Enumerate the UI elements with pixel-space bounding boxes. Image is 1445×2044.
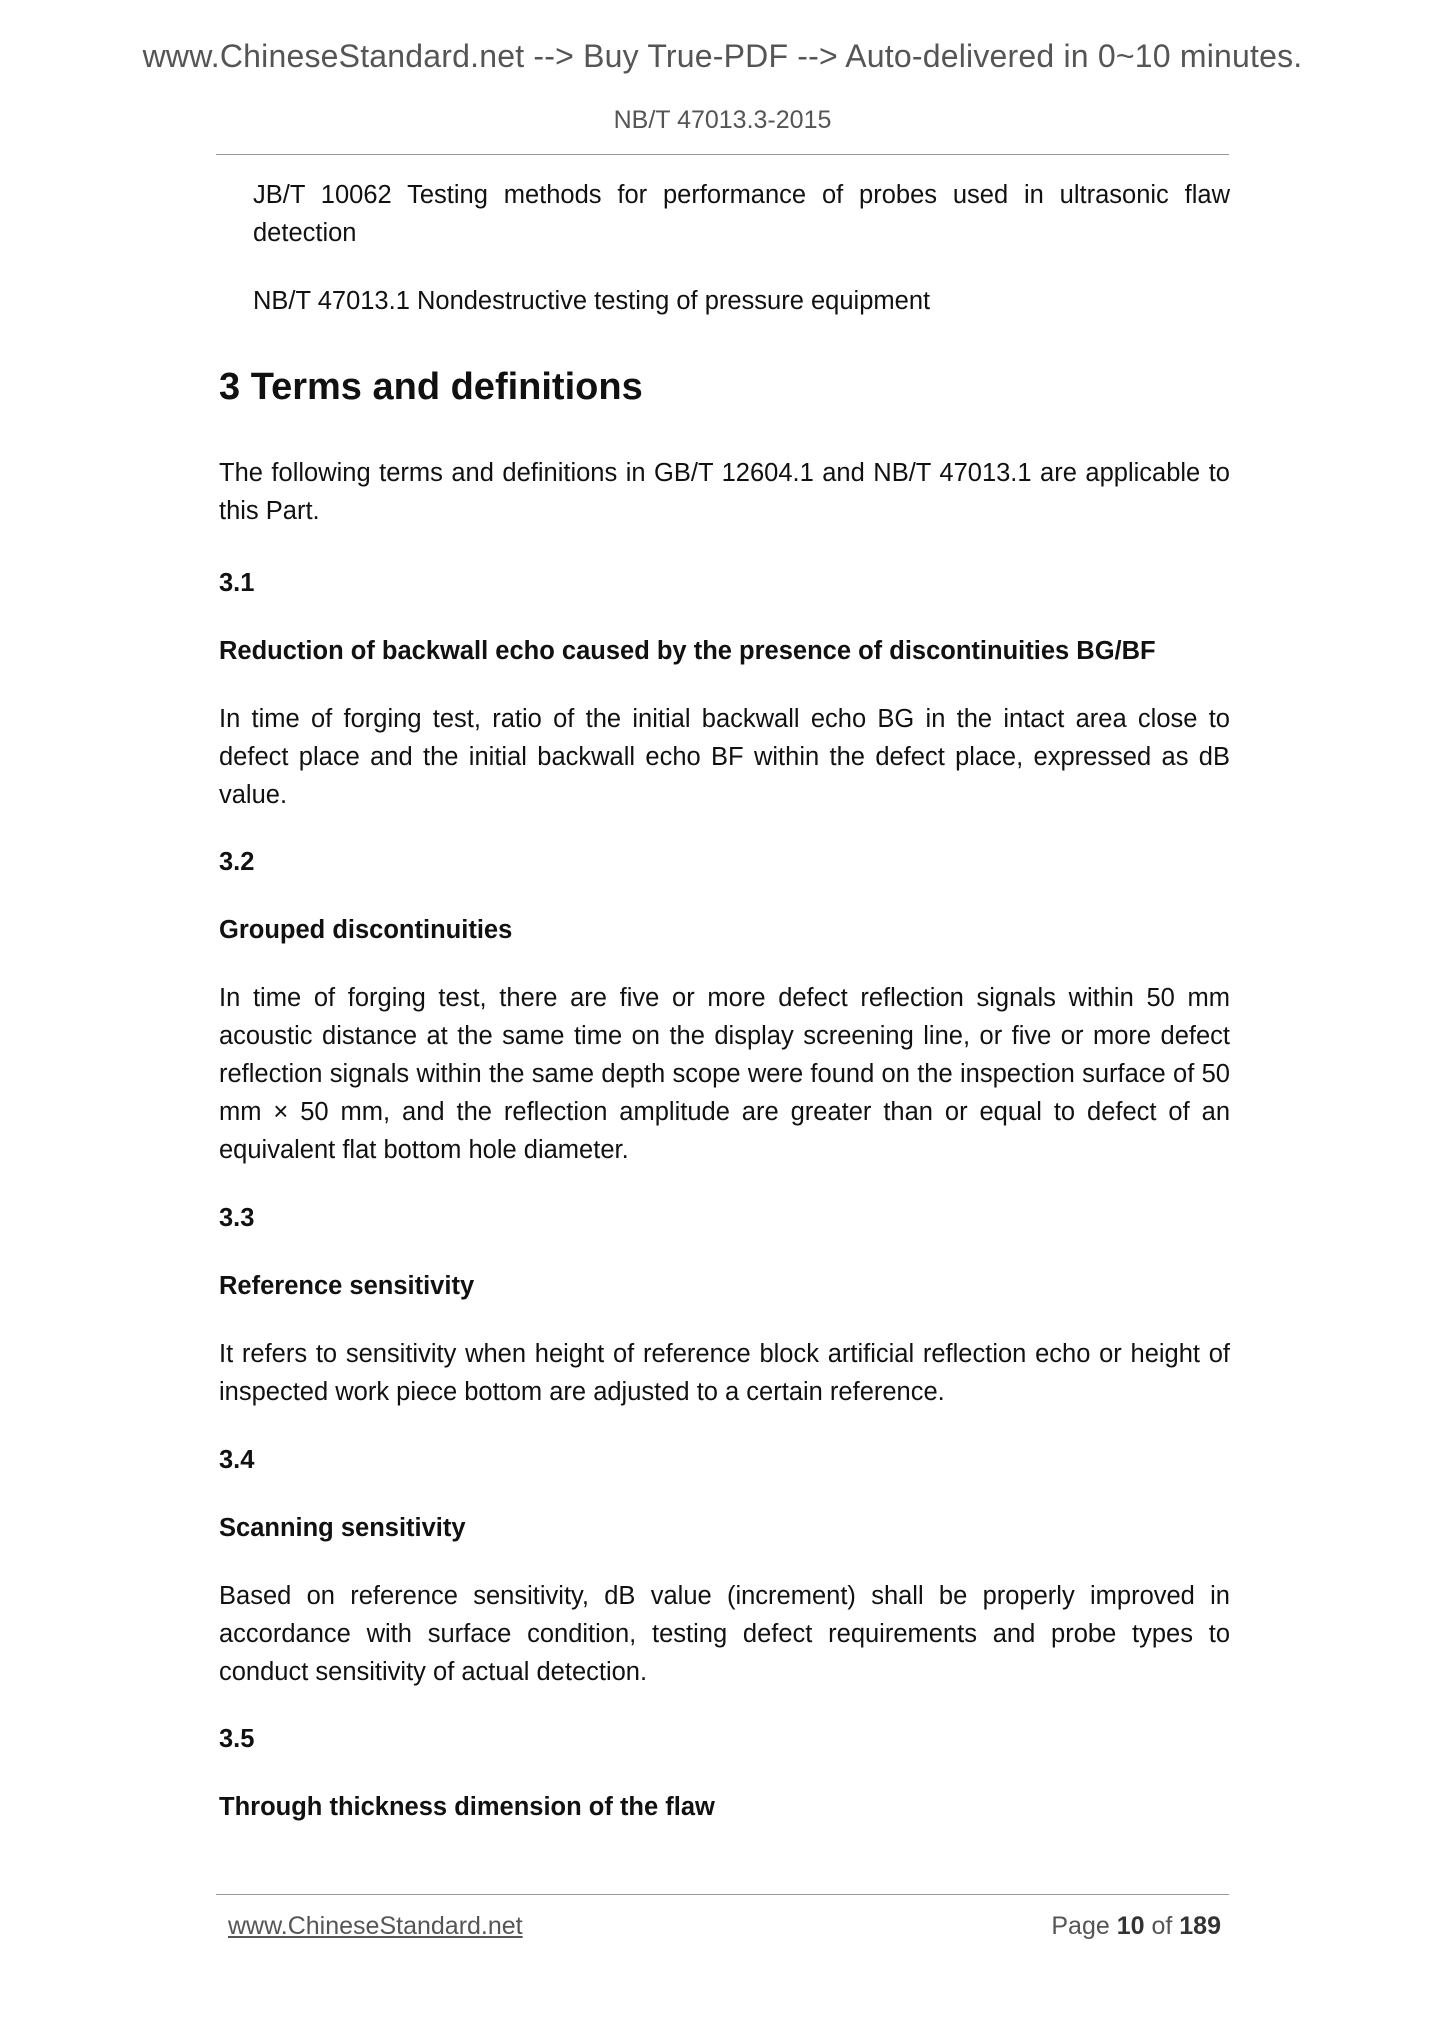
- term-number: 3.1: [219, 569, 255, 597]
- term-definition: Based on reference sensitivity, dB value (increment) shall be properly improved in accordance with surface condition, testing defect requirements and probe types to conduct sensitivity of actual detection.: [219, 1582, 1230, 1686]
- page-of: of: [1151, 1912, 1173, 1940]
- footer-site-link[interactable]: www.ChineseStandard.net: [228, 1912, 523, 1940]
- header-divider: [216, 154, 1229, 155]
- page-current: 10: [1116, 1912, 1145, 1940]
- term-definition: In time of forging test, ratio of the initial backwall echo BG in the intact area close to defect place and the initial backwall echo BF within the defect place, expressed as dB value.: [219, 705, 1230, 809]
- term-number: 3.2: [219, 848, 255, 876]
- term-number: 3.4: [219, 1446, 255, 1474]
- reference-item: JB/T 10062 Testing methods for performance of probes used in ultrasonic flaw detection: [253, 181, 1230, 247]
- term-title: Reduction of backwall echo caused by the presence of discontinuities BG/BF: [219, 637, 1156, 665]
- term-number: 3.3: [219, 1204, 255, 1232]
- term-definition: In time of forging test, there are five or more defect reflection signals within 50 mm acoustic distance at the same time on the display screening line, or five or more defect reflection signals within the same depth scope were found on the inspection surface of 50 mm × 50 mm, and the reflection amplitude are greater than or equal to defect of an equivalent flat bottom hole diameter.: [219, 984, 1230, 1164]
- term-title: Scanning sensitivity: [219, 1514, 466, 1542]
- page-total: 189: [1179, 1912, 1221, 1940]
- section-title: 3 Terms and definitions: [219, 366, 643, 408]
- term-title: Through thickness dimension of the flaw: [219, 1793, 715, 1821]
- term-definition: It refers to sensitivity when height of reference block artificial reflection echo or height of inspected work piece bottom are adjusted to a certain reference.: [219, 1340, 1230, 1406]
- term-number: 3.5: [219, 1725, 255, 1753]
- document-id: NB/T 47013.3-2015: [613, 106, 832, 134]
- section-intro: The following terms and definitions in GB/T 12604.1 and NB/T 47013.1 are applicable to this Part.: [219, 459, 1230, 525]
- footer-divider: [216, 1894, 1229, 1895]
- page-indicator: [1051, 1912, 1221, 1941]
- term-title: Reference sensitivity: [219, 1272, 475, 1300]
- page-label: Page: [1051, 1912, 1110, 1940]
- reference-item: NB/T 47013.1 Nondestructive testing of pressure equipment: [253, 287, 931, 315]
- term-title: Grouped discontinuities: [219, 916, 513, 944]
- site-banner: www.ChineseStandard.net --> Buy True-PDF --> Auto-delivered in 0~10 minutes.: [142, 38, 1303, 74]
